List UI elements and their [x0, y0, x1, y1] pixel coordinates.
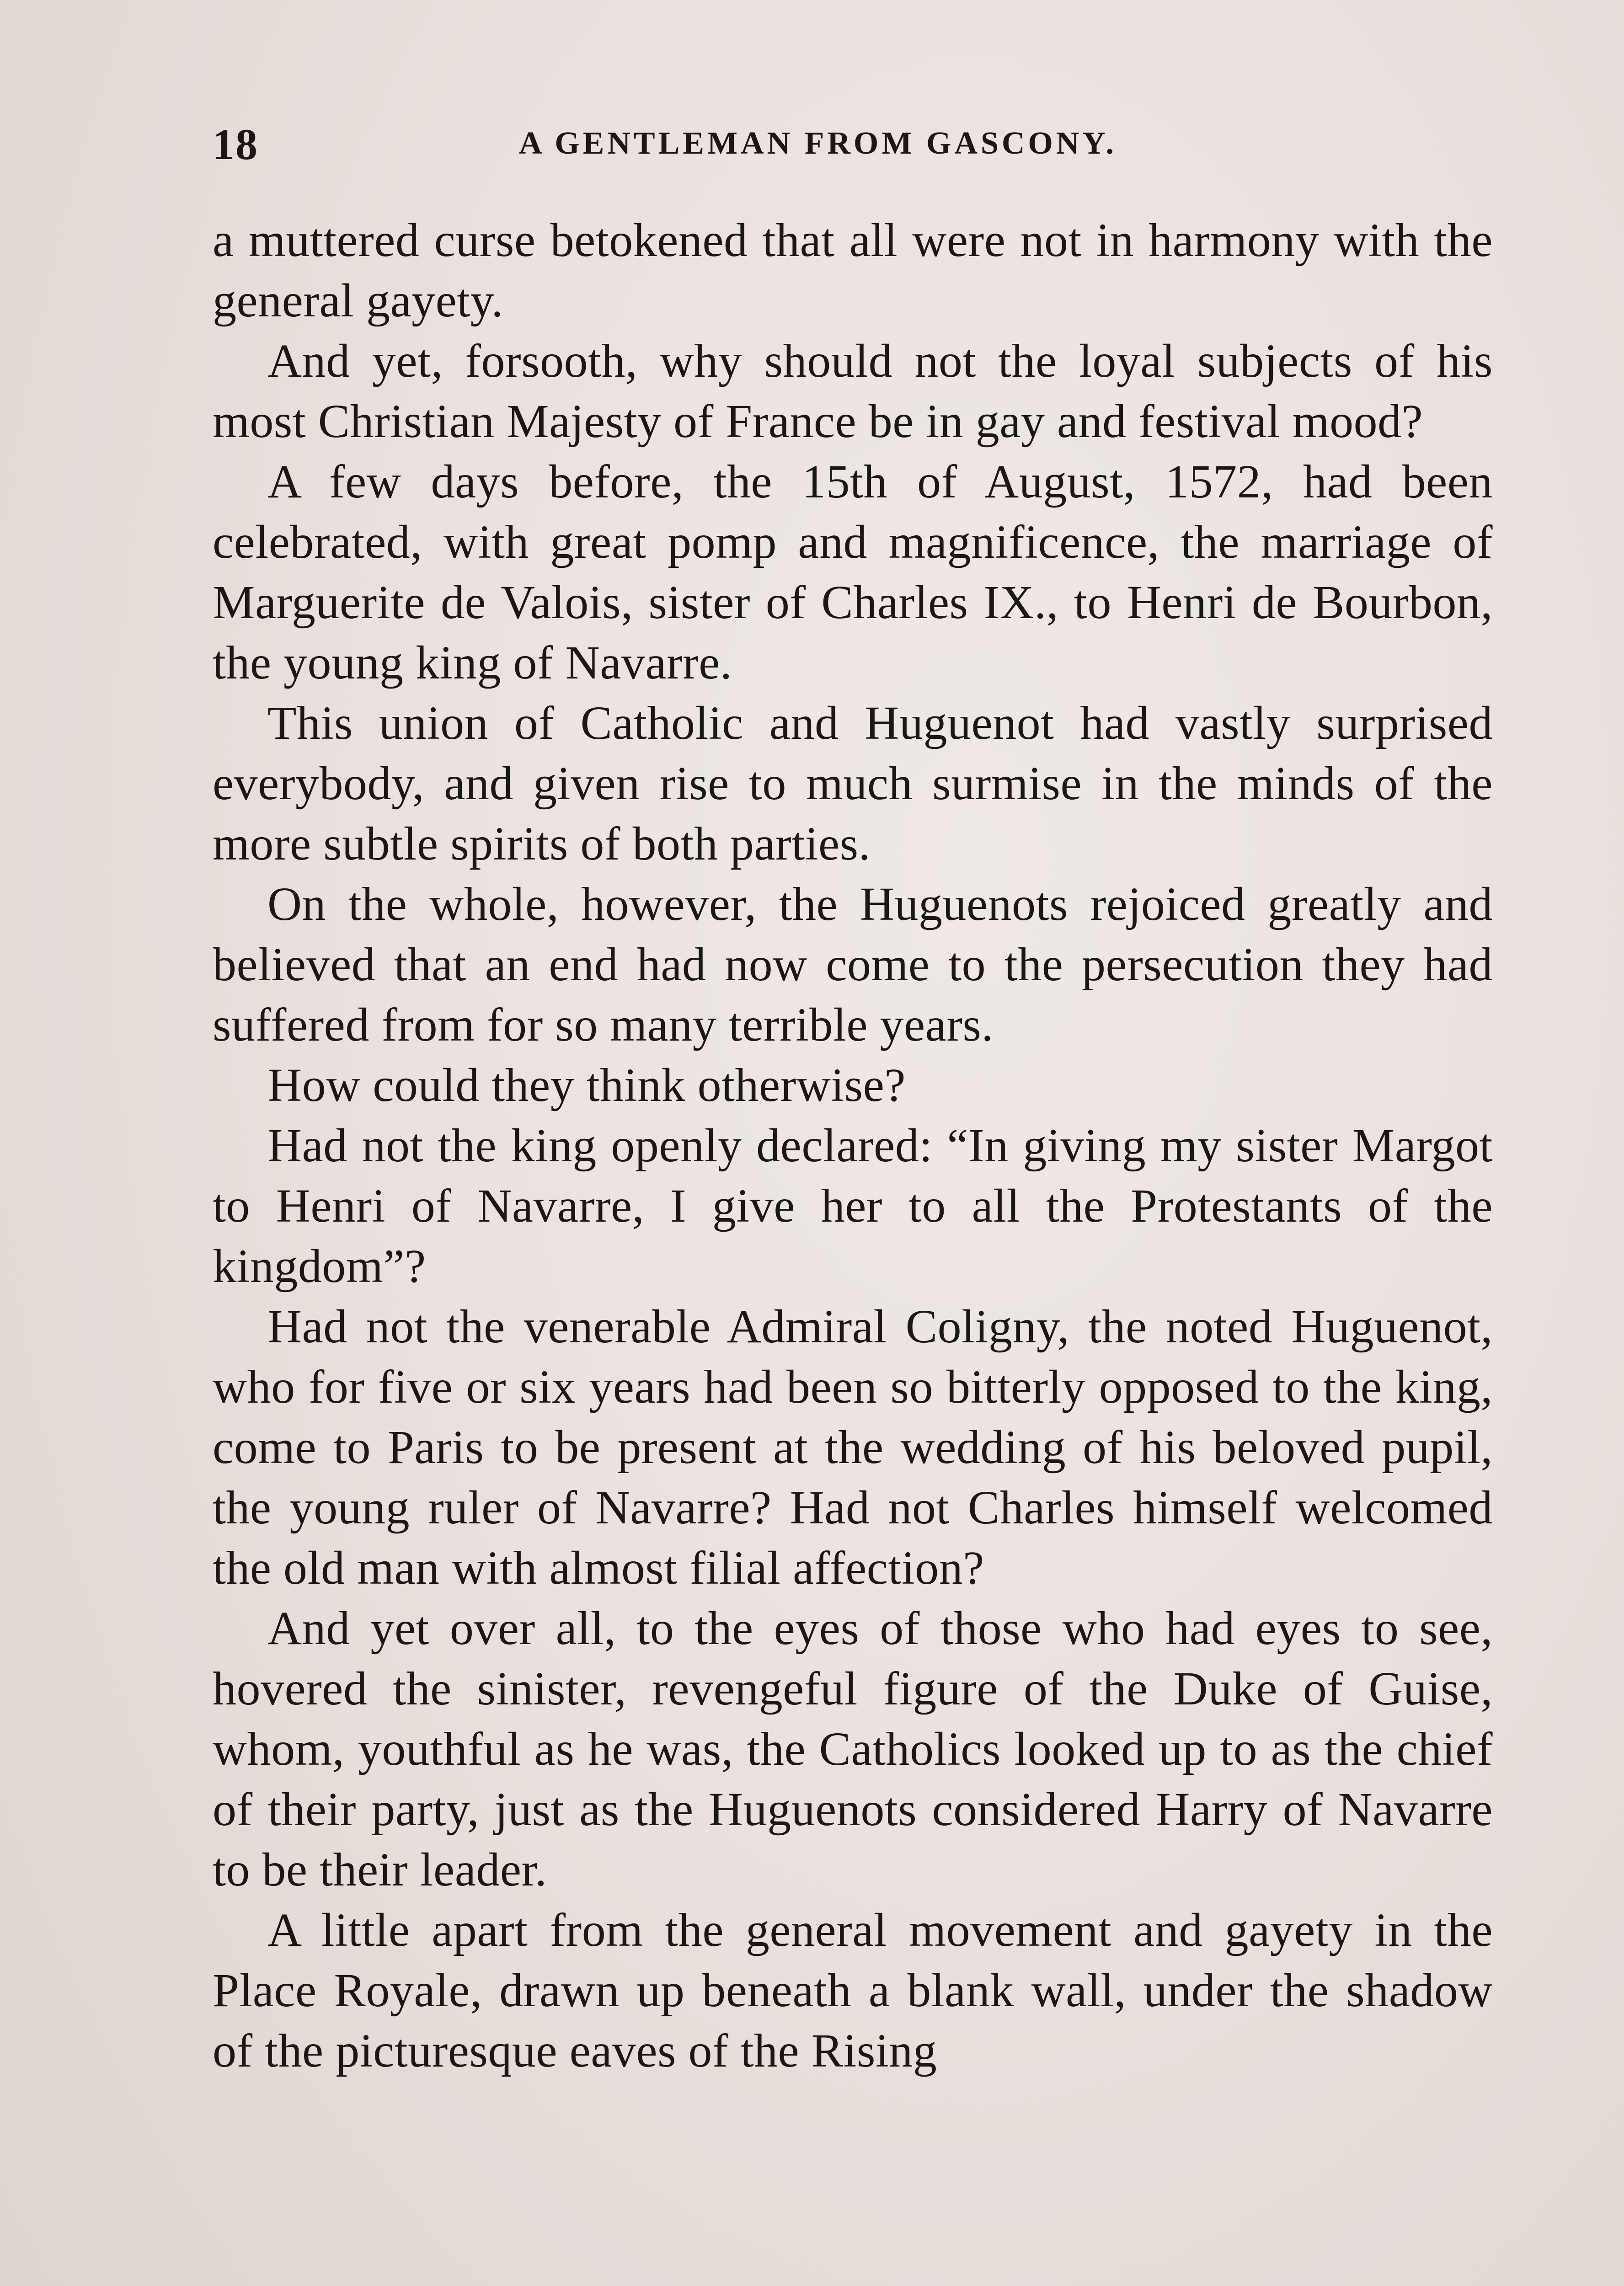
paragraph: And yet, forsooth, why should not the loyal subjects of his most Christian Majesty of France be in gay and festival mood? [213, 335, 1493, 448]
body-text [213, 210, 1493, 2081]
paragraph: Had not the king openly declared: “In giving my sister Margot to Henri of Navarre, I give her to all the Protestants of the kingdom”? [213, 1119, 1493, 1293]
paragraph: A few days before, the 15th of August, 1572, had been celebrated, with great pomp and magnificence, the marriage of Marguerite de Valois, sister of Charles IX., to Henri de Bourbon, the young king of Navarre. [213, 455, 1493, 689]
paragraph: A little apart from the general movement and gayety in the Place Royale, drawn up beneath a blank wall, under the shadow of the picturesque eaves of the Rising [213, 1904, 1493, 2077]
paragraph: And yet over all, to the eyes of those who had eyes to see, hovered the sinister, revengeful figure of the Duke of Guise, whom, youthful as he was, the Catholics looked up to as the chief of their party, just as the Huguenots considered Harry of Navarre to be their leader. [213, 1602, 1493, 1896]
paragraph: a muttered curse betokened that all were not in harmony with the general gayety. [213, 214, 1493, 327]
paragraph: This union of Catholic and Huguenot had vastly surprised everybody, and given rise to much surmise in the minds of the more subtle spirits of both parties. [213, 697, 1493, 870]
paragraph: Had not the venerable Admiral Coligny, the noted Huguenot, who for five or six years had been so bitterly opposed to the king, come to Paris to be present at the wedding of his beloved pupil, the young ruler of Navarre? Had not Charles himself welcomed the old man with almost filial affection? [213, 1300, 1493, 1594]
paragraph: On the whole, however, the Huguenots rejoiced greatly and believed that an end had now come to the persecution they had suffered from for so many terrible years. [213, 878, 1493, 1051]
page-header [213, 119, 1493, 187]
running-head: A GENTLEMAN FROM GASCONY. [519, 126, 1117, 161]
page-number: 18 [213, 120, 258, 169]
paragraph: How could they think otherwise? [267, 1059, 906, 1111]
